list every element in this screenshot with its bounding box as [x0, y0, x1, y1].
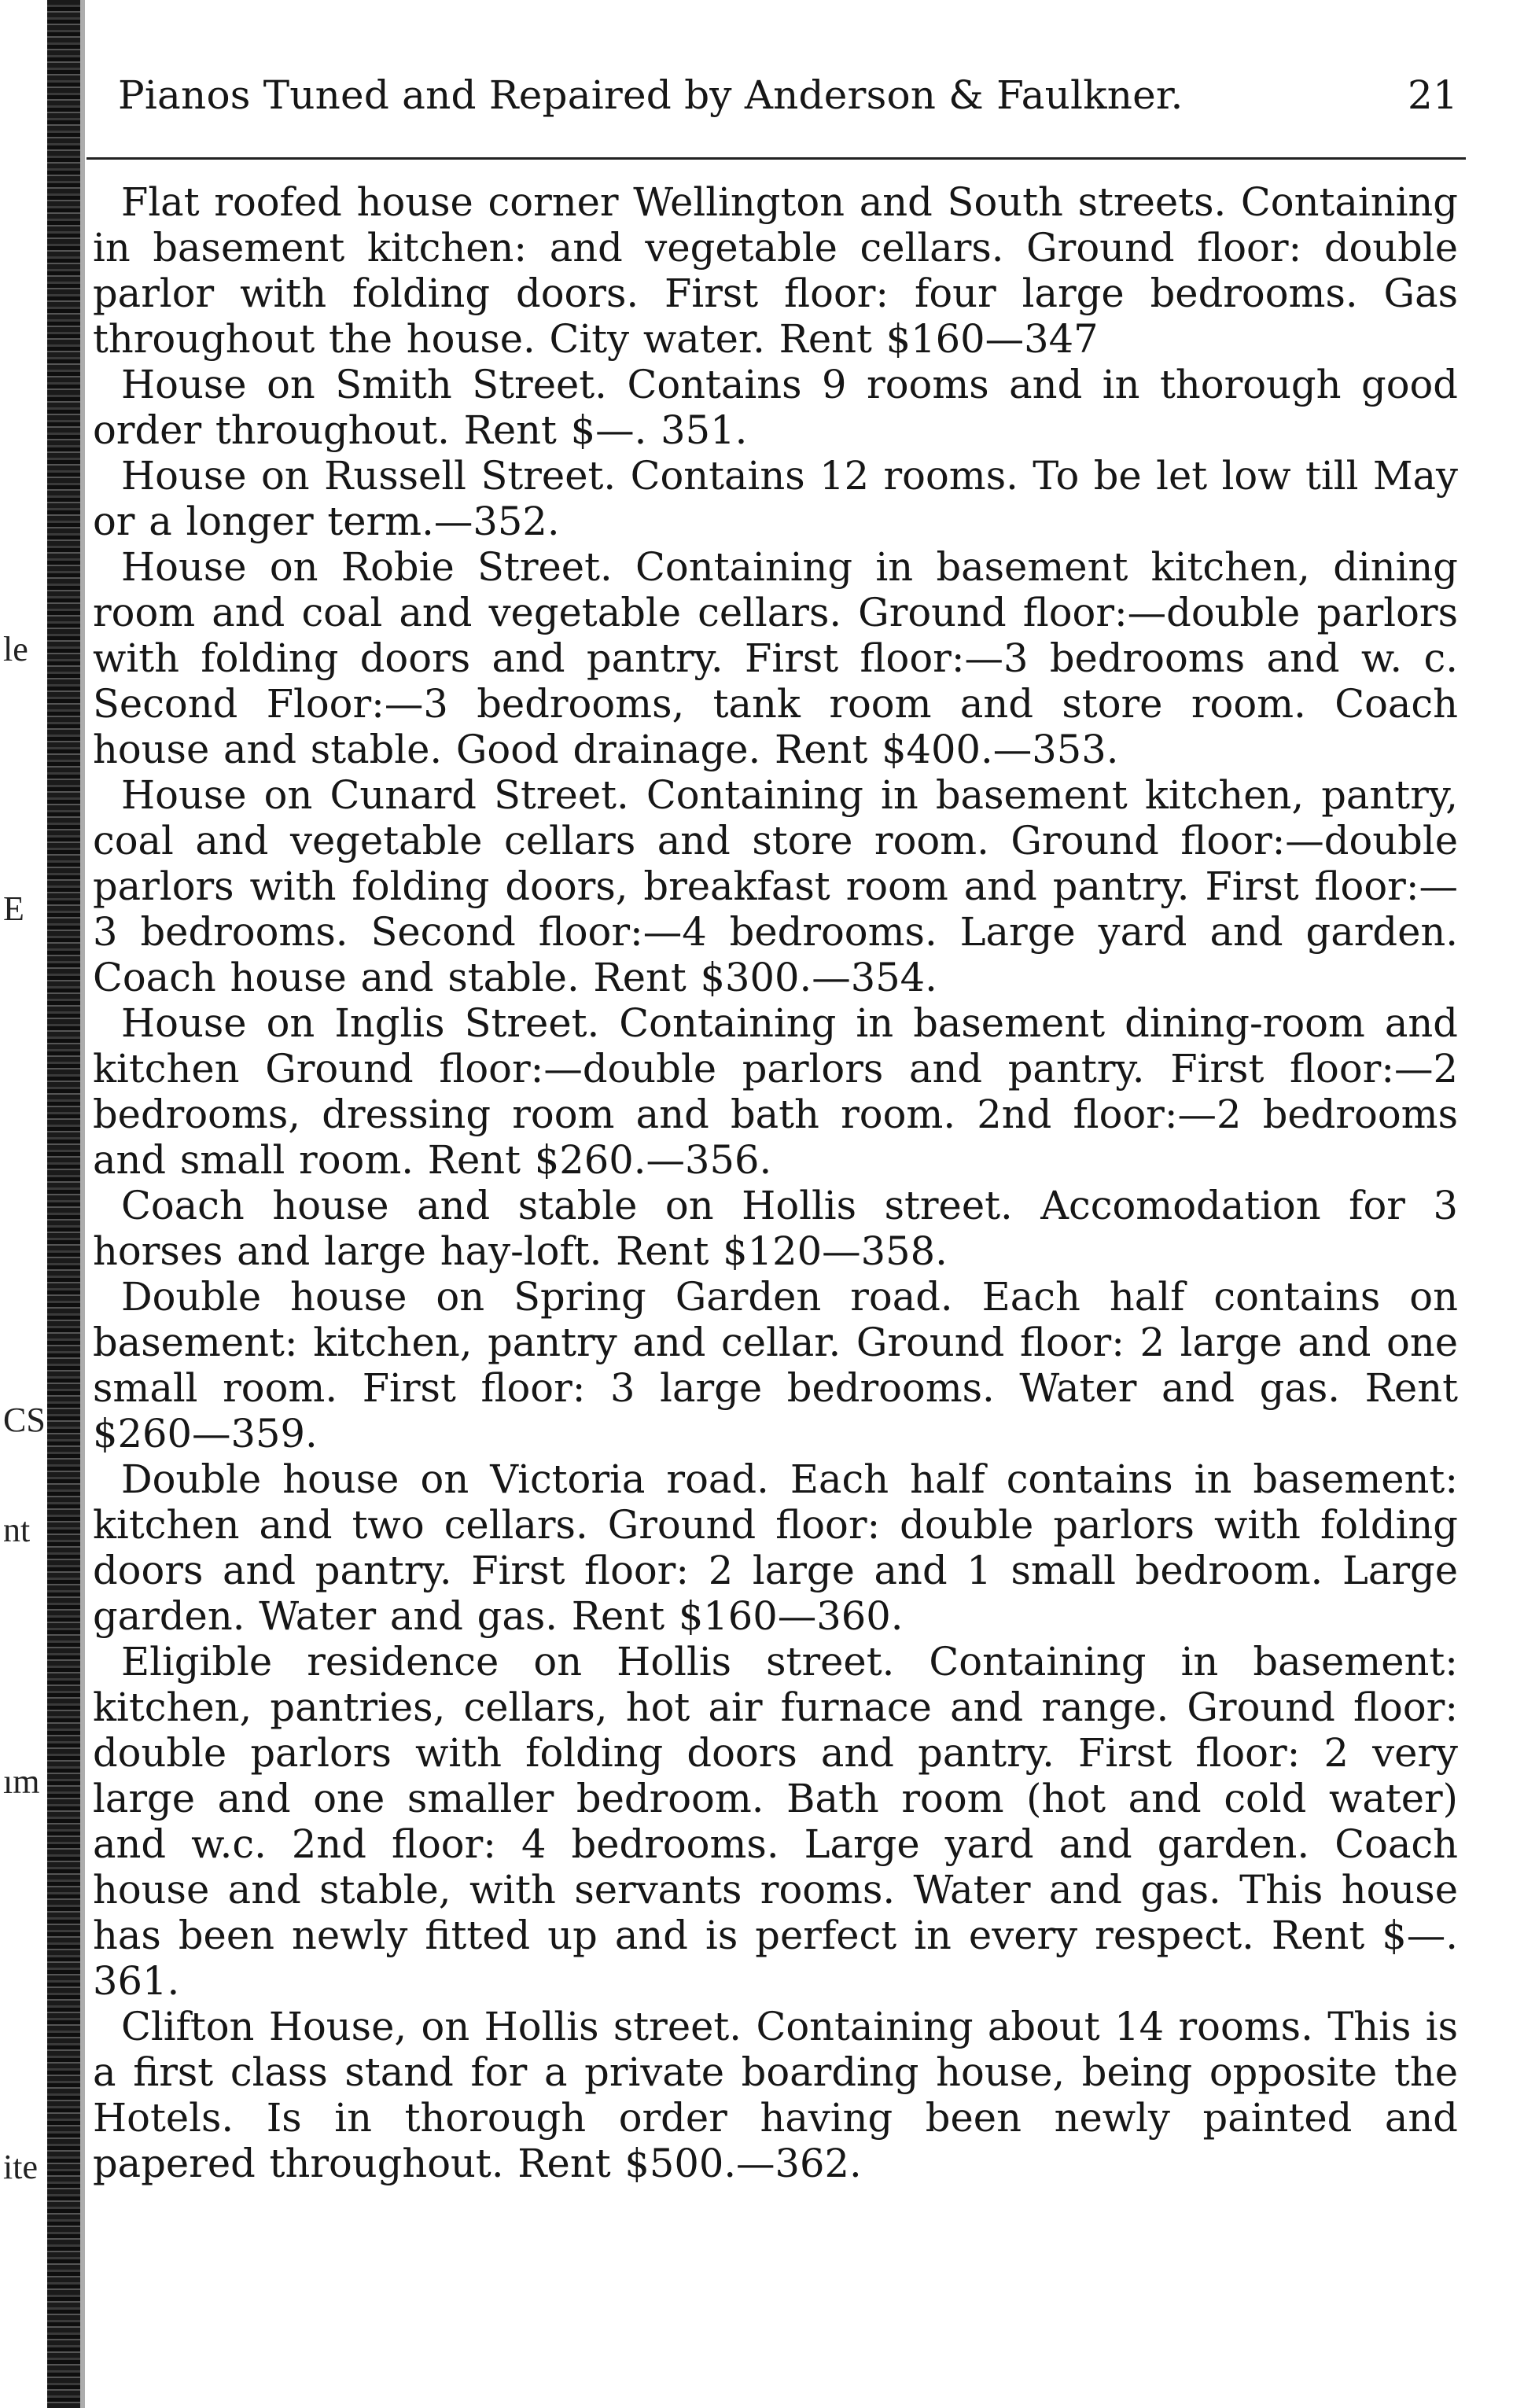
listing-entry: House on Smith Street. Contains 9 rooms and in thorough good order throughout. Rent $—. 351. [93, 362, 1458, 453]
margin-fragment: E [3, 889, 24, 928]
listing-entry: Double house on Spring Garden road. Each half contains on basement: kitchen, pantry and cellar. Ground floor: 2 large and one small room. First floor: 3 large bedrooms. Water and gas. Rent $260—359. [93, 1274, 1458, 1456]
margin-fragment: ım [3, 1762, 40, 1801]
page-number: 21 [1407, 72, 1458, 118]
margin-fragment: nt [3, 1511, 31, 1549]
listing-entries [93, 179, 1458, 2186]
listing-entry: Clifton House, on Hollis street. Containing about 14 rooms. This is a first class stand for a private boarding house, being opposite the Hotels. Is in thorough order having been newly painted and papered throughout. Rent $500.—362. [93, 2004, 1458, 2186]
listing-entry: Double house on Victoria road. Each half contains in basement: kitchen and two cellars. Ground floor: double parlors with folding doors and pantry. First floor: 2 large and 1 small bedroom. Large garden. Water and gas. Rent $160—360. [93, 1456, 1458, 1639]
book-binding-gutter [47, 0, 80, 2408]
listing-entry: Flat roofed house corner Wellington and South streets. Containing in basement kitchen: and vegetable cellars. Ground floor: double parlor with folding doors. First floor: four large bedrooms. Gas throughout the house. City water. Rent $160—347 [93, 179, 1458, 362]
margin-fragment: le [3, 630, 28, 668]
listing-entry: Coach house and stable on Hollis street. Accomodation for 3 horses and large hay-loft. Rent $120—358. [93, 1183, 1458, 1274]
header-rule [87, 157, 1466, 160]
page-header [118, 72, 1458, 135]
listing-entry: House on Russell Street. Contains 12 rooms. To be let low till May or a longer term.—352. [93, 453, 1458, 544]
listing-entry: House on Inglis Street. Containing in basement dining-room and kitchen Ground floor:—double parlors and pantry. First floor:—2 bedrooms, dressing room and bath room. 2nd floor:—2 bedrooms and small room. Rent $260.—356. [93, 1000, 1458, 1183]
listing-entry: House on Cunard Street. Containing in basement kitchen, pantry, coal and vegetable cellars and store room. Ground floor:—double parlors with folding doors, breakfast room and pantry. First floor:—3 bedrooms. Second floor:—4 bedrooms. Large yard and garden. Coach house and stable. Rent $300.—354. [93, 772, 1458, 1000]
margin-fragment: CS [3, 1401, 46, 1439]
listing-entry: Eligible residence on Hollis street. Containing in basement: kitchen, pantries, cellars, hot air furnace and range. Ground floor: double parlors with folding doors and pantry. First floor: 2 very large and one smaller bedroom. Bath room (hot and cold water) and w.c. 2nd floor: 4 bedrooms. Large yard and garden. Coach house and stable, with servants rooms. Water and gas. This house has been newly fitted up and is perfect in every respect. Rent $—. 361. [93, 1639, 1458, 2004]
binding-edge-shadow [80, 0, 85, 2408]
margin-fragment: ite [3, 2148, 38, 2186]
listing-entry: House on Robie Street. Containing in basement kitchen, dining room and coal and vegetable cellars. Ground floor:—double parlors with folding doors and pantry. First floor:—3 bedrooms and w. c. Second Floor:—3 bedrooms, tank room and store room. Coach house and stable. Good drainage. Rent $400.—353. [93, 544, 1458, 772]
running-title: Pianos Tuned and Repaired by Anderson & Faulkner. [118, 72, 1184, 118]
